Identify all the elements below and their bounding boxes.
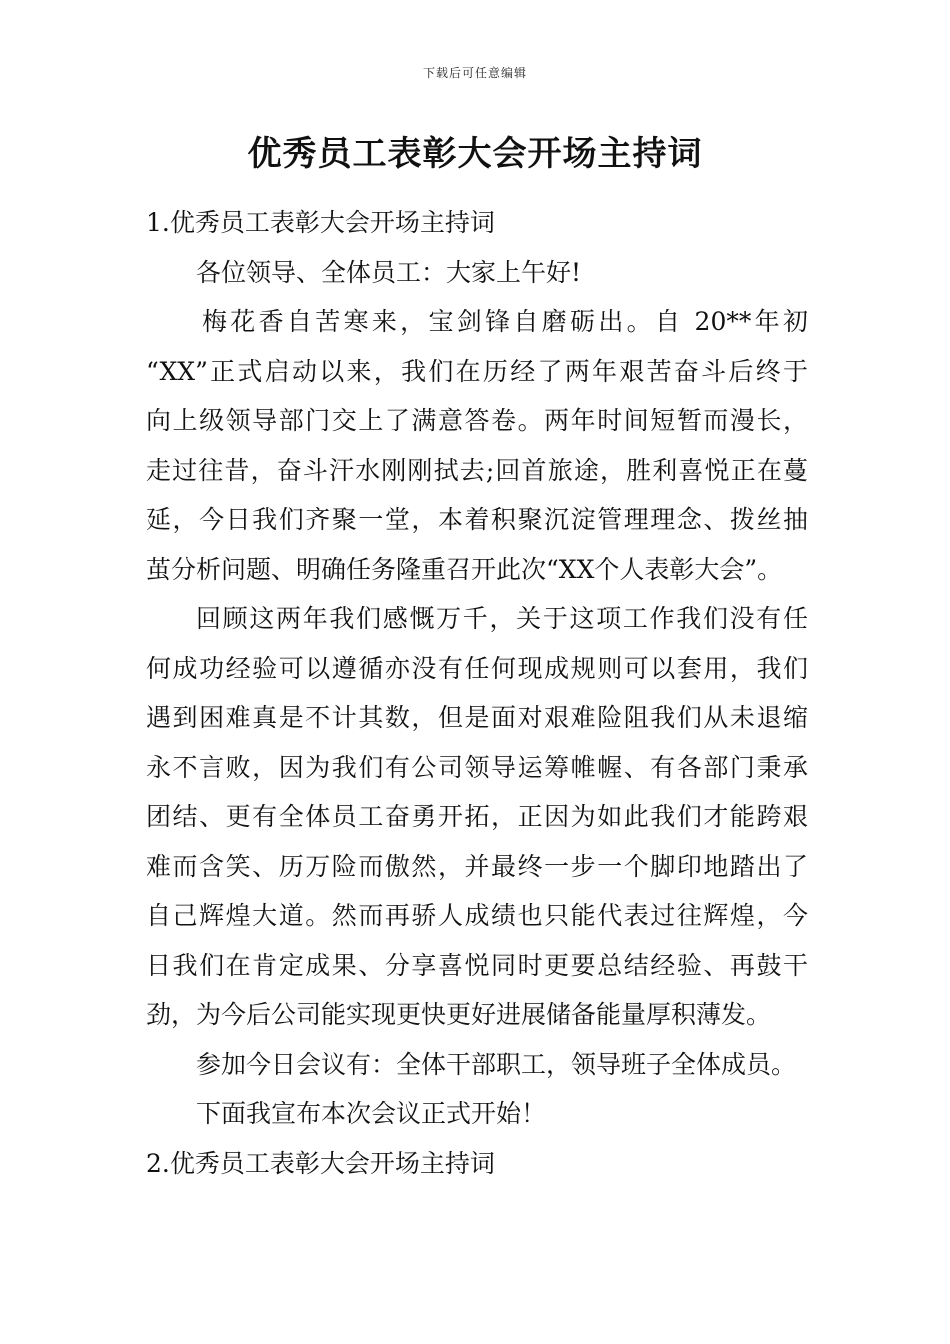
paragraph-line: 回顾这两年我们感慨万千，关于这项工作我们没有任 <box>196 604 808 633</box>
paragraph-line: 走过往昔，奋斗汗水刚刚拭去;回首旅途，胜利喜悦正在蔓 <box>146 455 808 485</box>
document-title: 优秀员工表彰大会开场主持词 <box>247 134 703 174</box>
paragraph-line: 难而含笑、历万险而傲然，并最终一步一个脚印地踏出了 <box>146 851 808 881</box>
paragraph-line: 梅花香自苦寒来，宝剑锋自磨砺出。自 20**年初 <box>202 307 808 336</box>
paragraph-line: 团结、更有全体员工奋勇开拓，正因为如此我们才能跨艰 <box>146 802 808 831</box>
section-heading-1: 1.优秀员工表彰大会开场主持词 <box>146 208 495 237</box>
paragraph-line: 永不言败，因为我们有公司领导运筹帷幄、有各部门秉承 <box>146 752 808 782</box>
paragraph-line: 参加今日会议有：全体干部职工，领导班子全体成员。 <box>196 1049 797 1079</box>
header-note: 下载后可任意编辑 <box>422 66 527 80</box>
paragraph-line: 日我们在肯定成果、分享喜悦同时更要总结经验、再鼓干 <box>146 950 808 980</box>
section-heading-2: 2.优秀员工表彰大会开场主持词 <box>146 1148 495 1178</box>
paragraph-line: 茧分析问题、明确任务隆重召开此次“XX个人表彰大会”。 <box>146 554 783 584</box>
greeting-line: 各位领导、全体员工：大家上午好! <box>196 257 582 287</box>
paragraph-line: 自己辉煌大道。然而再骄人成绩也只能代表过往辉煌，今 <box>146 901 808 930</box>
paragraph-line: 延，今日我们齐聚一堂，本着积聚沉淀管理理念、拨丝抽 <box>146 505 808 534</box>
document-body <box>146 198 808 1188</box>
paragraph-line: 劲，为今后公司能实现更快更好进展储备能量厚积薄发。 <box>146 1000 772 1029</box>
paragraph-line: 下面我宣布本次会议正式开始！ <box>196 1099 547 1128</box>
paragraph-line: 向上级领导部门交上了满意答卷。两年时间短暂而漫长， <box>146 406 808 435</box>
paragraph-line: 何成功经验可以遵循亦没有任何现成规则可以套用，我们 <box>146 653 808 683</box>
paragraph-line: 遇到困难真是不计其数，但是面对艰难险阻我们从未退缩 <box>146 703 808 732</box>
paragraph-line: “XX”正式启动以来，我们在历经了两年艰苦奋斗后终于 <box>146 356 808 386</box>
